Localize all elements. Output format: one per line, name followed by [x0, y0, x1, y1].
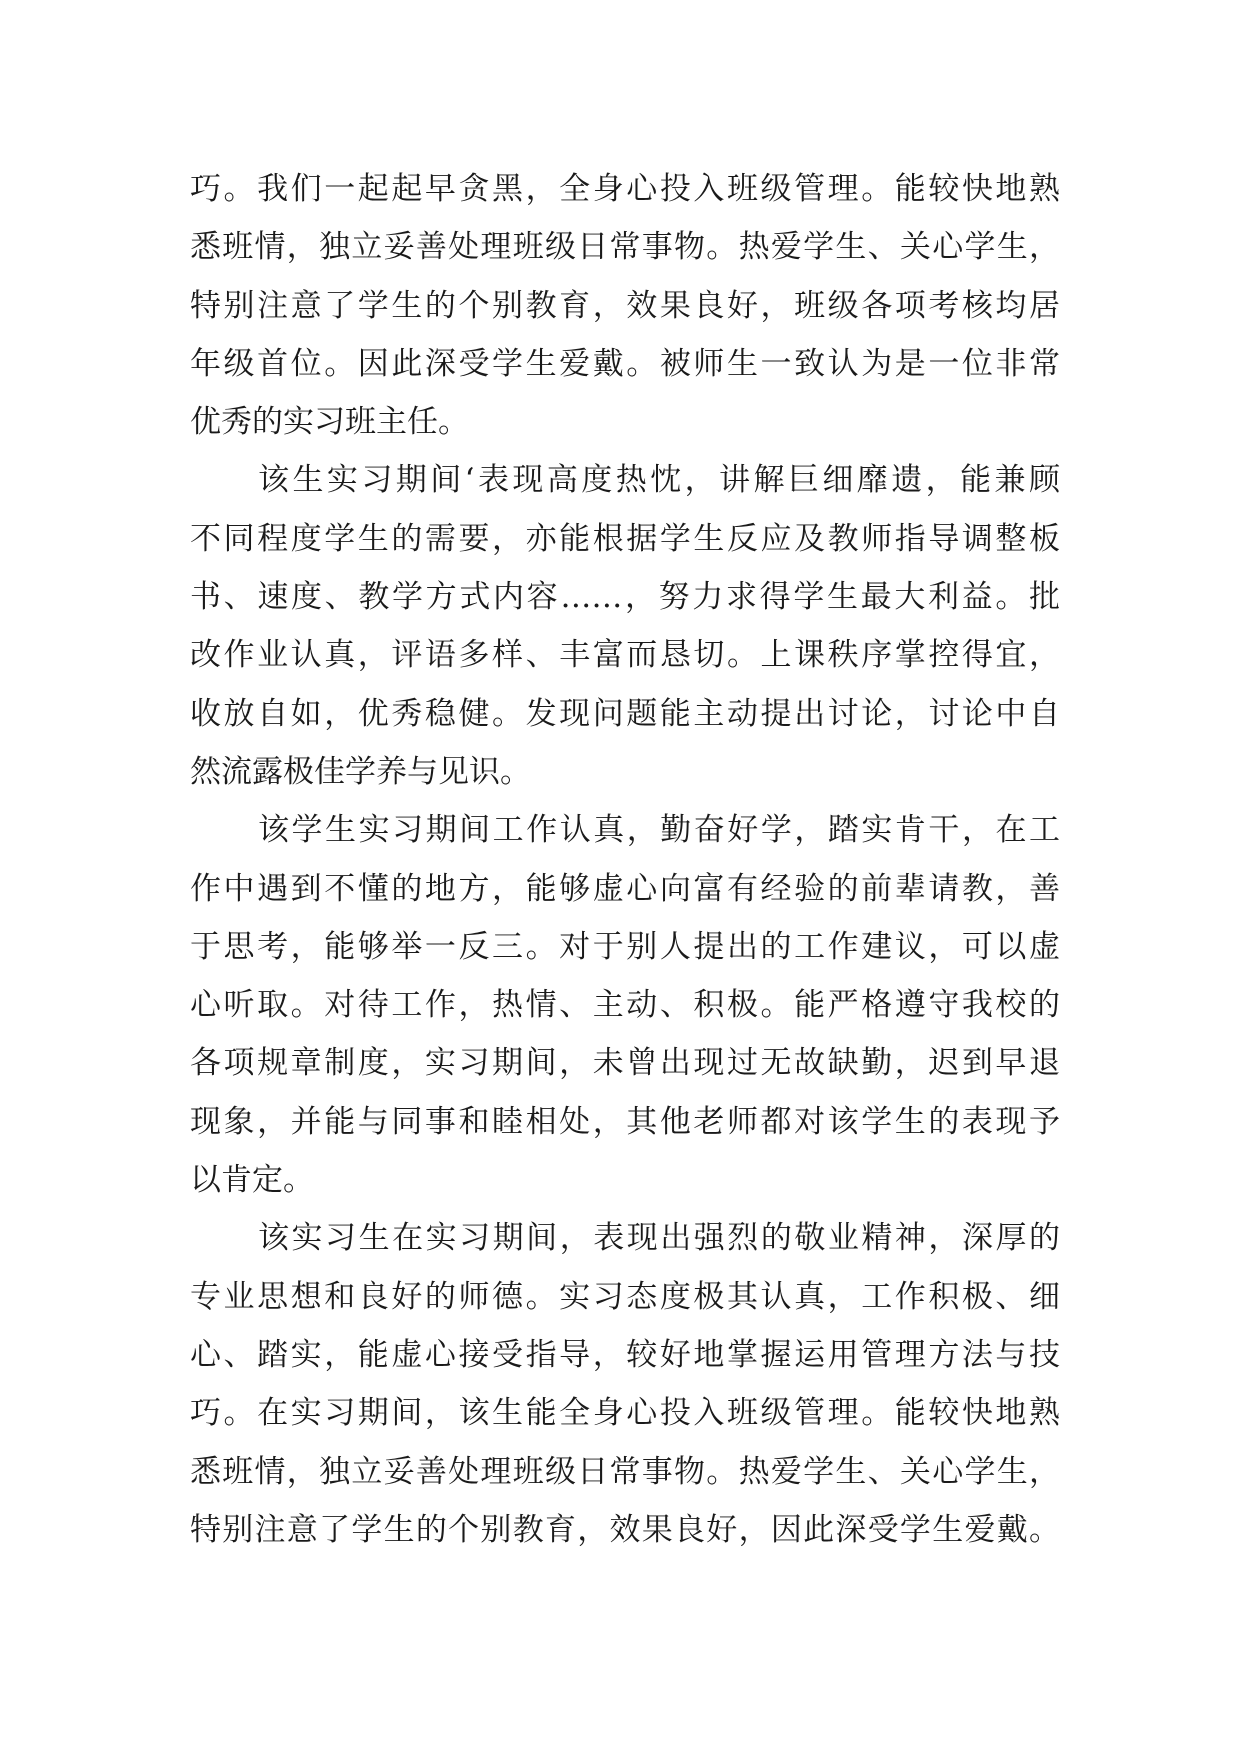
text-line: 于思考，能够举一反三。对于别人提出的工作建议，可以虚 — [190, 928, 1060, 965]
text-line: 特别注意了学生的个别教育，效果良好，班级各项考核均居 — [190, 287, 1060, 324]
text-line: 各项规章制度，实习期间，未曾出现过无故缺勤，迟到早退 — [190, 1045, 1060, 1082]
paragraph — [190, 1209, 1060, 1559]
text-line: 该学生实习期间工作认真，勤奋好学，踏实肯干，在工 — [258, 812, 1060, 849]
text-line: 年级首位。因此深受学生爱戴。被师生一致认为是一位非常 — [190, 345, 1060, 382]
text-line: 作中遇到不懂的地方，能够虚心向富有经验的前辈请教，善 — [190, 870, 1060, 907]
paragraph — [190, 451, 1060, 801]
text-line: 巧。在实习期间，该生能全身心投入班级管理。能较快地熟 — [190, 1395, 1060, 1432]
paragraph — [190, 801, 1060, 1209]
document-body — [190, 160, 1060, 1559]
paragraph — [190, 160, 1060, 451]
text-line: 心听取。对待工作，热情、主动、积极。能严格遵守我校的 — [190, 987, 1060, 1024]
text-line: 以肯定。 — [190, 1162, 314, 1199]
text-line: 然流露极佳学养与见识。 — [190, 753, 531, 790]
text-line: 改作业认真，评语多样、丰富而恳切。上课秩序掌控得宜， — [190, 637, 1060, 674]
text-line: 优秀的实习班主任。 — [190, 404, 469, 441]
text-line: 特别注意了学生的个别教育，效果良好，因此深受学生爱戴。 — [190, 1511, 1060, 1548]
text-line: 专业思想和良好的师德。实习态度极其认真，工作积极、细 — [190, 1278, 1060, 1315]
text-line: 悉班情，独立妥善处理班级日常事物。热爱学生、关心学生， — [190, 229, 1060, 266]
text-line: 该实习生在实习期间，表现出强烈的敬业精神，深厚的 — [258, 1220, 1060, 1257]
text-line: 现象，并能与同事和睦相处，其他老师都对该学生的表现予 — [190, 1103, 1060, 1140]
text-line: 心、踏实，能虚心接受指导，较好地掌握运用管理方法与技 — [190, 1336, 1060, 1373]
text-line: 不同程度学生的需要，亦能根据学生反应及教师指导调整板 — [190, 520, 1060, 557]
text-line: 该生实习期间‘表现高度热忱，讲解巨细靡遗，能兼顾 — [258, 462, 1060, 499]
text-line: 悉班情，独立妥善处理班级日常事物。热爱学生、关心学生， — [190, 1453, 1060, 1490]
text-line: 收放自如，优秀稳健。发现问题能主动提出讨论，讨论中自 — [190, 695, 1060, 732]
text-line: 巧。我们一起起早贪黑，全身心投入班级管理。能较快地熟 — [190, 171, 1060, 207]
text-line: 书、速度、教学方式内容……，努力求得学生最大利益。批 — [190, 579, 1060, 616]
